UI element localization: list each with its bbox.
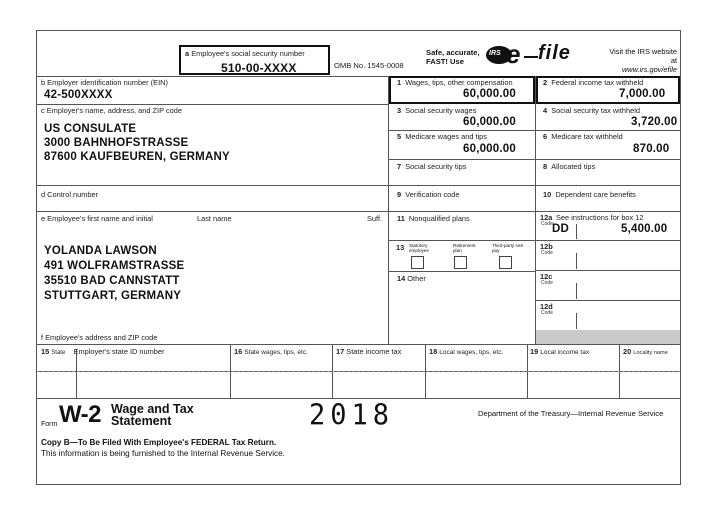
box-12b-num: 12b bbox=[540, 242, 553, 251]
box-7-num: 7 bbox=[397, 162, 402, 171]
box-12a-code: DD bbox=[552, 223, 570, 235]
box-5-num: 5 bbox=[397, 132, 402, 141]
box-15-text: State bbox=[51, 350, 66, 356]
box-2-label bbox=[543, 78, 643, 87]
box-3-label bbox=[397, 106, 476, 115]
box-17-num: 17 bbox=[336, 347, 345, 356]
wage-tax-line2: Statement bbox=[111, 414, 172, 428]
employee-name: YOLANDA LAWSON bbox=[44, 245, 157, 257]
w2-form bbox=[36, 30, 681, 485]
box-12a-value: 5,400.00 bbox=[621, 223, 668, 235]
employer-line3: 87600 KAUFBEUREN, GERMANY bbox=[44, 151, 230, 163]
box-8-num: 8 bbox=[543, 162, 548, 171]
box-12b-code-letters: Code bbox=[541, 250, 553, 256]
box-a-letter: a bbox=[185, 49, 190, 58]
box-10-num: 10 bbox=[543, 190, 552, 199]
box-6-num: 6 bbox=[543, 132, 548, 141]
box-12a-label: See instructions for box 12 bbox=[556, 213, 644, 222]
form-label: Form bbox=[41, 421, 58, 428]
efile-logo bbox=[486, 39, 598, 69]
retirement-label: Retirement plan bbox=[453, 243, 476, 253]
box-14-label bbox=[397, 274, 426, 283]
box-14-text: Other bbox=[407, 274, 426, 283]
box-5-value: 60,000.00 bbox=[463, 143, 516, 155]
box-13 bbox=[388, 240, 535, 271]
box-19-text: Local income tax bbox=[540, 349, 590, 356]
box-2-num: 2 bbox=[543, 78, 548, 87]
box-11-label bbox=[397, 214, 470, 223]
box-10-text: Dependent care benefits bbox=[555, 190, 636, 199]
box-9-label bbox=[397, 190, 459, 199]
box-16-num: 16 bbox=[234, 347, 243, 356]
box-10-label bbox=[543, 190, 636, 199]
box-19-label bbox=[530, 347, 589, 357]
box-18-num: 18 bbox=[429, 347, 438, 356]
employee-line2: 491 WOLFRAMSTRASSE bbox=[44, 260, 185, 272]
box-5-text: Medicare wages and tips bbox=[405, 132, 487, 141]
box-1-label bbox=[397, 78, 513, 87]
box-6-value: 870.00 bbox=[633, 143, 670, 155]
box-18-text: Local wages, tips, etc. bbox=[439, 349, 504, 356]
box-4-label bbox=[543, 106, 640, 115]
box-d-label: d Control number bbox=[41, 190, 99, 199]
box-2-value: 7,000.00 bbox=[619, 88, 666, 100]
efile-site: www.irs.gov/efile bbox=[621, 65, 677, 74]
ssn-value: 510-00-XXXX bbox=[221, 61, 297, 75]
employee-line4: STUTTGART, GERMANY bbox=[44, 290, 182, 302]
box-12d-code-letters: Code bbox=[541, 310, 553, 316]
box-1-num: 1 bbox=[397, 78, 402, 87]
box-4-text: Social security tax withheld bbox=[551, 106, 640, 115]
box-12a-code-letters: Code bbox=[541, 221, 553, 227]
box-9-num: 9 bbox=[397, 190, 402, 199]
box-c-label: c Employer's name, address, and ZIP code bbox=[41, 106, 182, 115]
box-11-num: 11 bbox=[397, 214, 405, 223]
box-a-label: Employee's social security number bbox=[191, 49, 305, 58]
wage-tax-line1: Wage and Tax bbox=[111, 402, 194, 416]
treasury-dept: Department of the Treasury—Internal Revenue Service bbox=[478, 409, 664, 418]
ein-value: 42-500XXXX bbox=[44, 89, 113, 101]
tax-year: 2018 bbox=[309, 399, 395, 432]
copy-b-text: Copy B—To Be Filed With Employee's FEDERAL Tax Return. bbox=[41, 438, 277, 447]
thirdparty-checkbox[interactable] bbox=[499, 256, 512, 269]
box-12c-num: 12c bbox=[540, 272, 553, 281]
box-8-label bbox=[543, 162, 595, 171]
box-14-num: 14 bbox=[397, 274, 406, 283]
box-6-label bbox=[543, 132, 623, 141]
box-12c bbox=[535, 270, 680, 300]
box-13-num: 13 bbox=[396, 243, 405, 252]
box-12d bbox=[535, 300, 680, 330]
box-18-label bbox=[429, 347, 503, 357]
box-1-text: Wages, tips, other compensation bbox=[405, 78, 513, 87]
employer-line2: 3000 BAHNHOFSTRASSE bbox=[44, 137, 189, 149]
box-12d-num: 12d bbox=[540, 302, 553, 311]
box-19-num: 19 bbox=[530, 347, 539, 356]
box-9-text: Verification code bbox=[405, 190, 460, 199]
box-1-value: 60,000.00 bbox=[463, 88, 516, 100]
box-17-text: State income tax bbox=[346, 347, 402, 356]
box-12c-code-letters: Code bbox=[541, 280, 553, 286]
box-2-text: Federal income tax withheld bbox=[551, 78, 644, 87]
box-4-value: 3,720.00 bbox=[631, 116, 678, 128]
box-e-suff: Suff. bbox=[367, 214, 383, 223]
box-20-num: 20 bbox=[623, 347, 632, 356]
efile-irs-text: IRS bbox=[489, 50, 501, 57]
box-16-label bbox=[234, 347, 308, 357]
box-e-last: Last name bbox=[197, 214, 232, 223]
shaded-area bbox=[536, 330, 680, 344]
box-12a bbox=[535, 211, 680, 240]
box-5-label bbox=[397, 132, 487, 141]
irs-info-text: This information is being furnished to the Internal Revenue Service. bbox=[41, 449, 285, 458]
box-15-label bbox=[41, 347, 165, 358]
box-6-text: Medicare tax withheld bbox=[551, 132, 623, 141]
box-7-text: Social security tips bbox=[405, 162, 467, 171]
box-f-label: f Employee's address and ZIP code bbox=[41, 333, 158, 342]
wage-tax-title bbox=[111, 403, 194, 427]
employee-line3: 35510 BAD CANNSTATT bbox=[44, 275, 180, 287]
box-17-label bbox=[336, 347, 401, 356]
box-7-label bbox=[397, 162, 466, 171]
box-4-num: 4 bbox=[543, 106, 548, 115]
efile-visit bbox=[603, 47, 677, 74]
thirdparty-label: Third-party sick pay bbox=[492, 243, 524, 253]
box-20-text: Locality name bbox=[633, 350, 668, 356]
efile-visit-text: Visit the IRS website at bbox=[609, 47, 677, 65]
box-15-num: 15 bbox=[41, 347, 50, 356]
omb-number: OMB No. 1545-0008 bbox=[334, 61, 404, 70]
box-12a-num: 12a bbox=[540, 213, 553, 222]
retirement-checkbox[interactable] bbox=[454, 256, 467, 269]
statutory-checkbox[interactable] bbox=[411, 256, 424, 269]
efile-tagline: Safe, accurate, FAST! Use bbox=[426, 48, 480, 66]
box-3-text: Social security wages bbox=[405, 106, 477, 115]
box-a-ssn bbox=[179, 45, 330, 75]
box-12b bbox=[535, 240, 680, 270]
box-3-value: 60,000.00 bbox=[463, 116, 516, 128]
box-15-id: Employer's state ID number bbox=[73, 347, 165, 356]
efile-file: file bbox=[538, 42, 571, 64]
employer-line1: US CONSULATE bbox=[44, 123, 137, 135]
state-row-divider bbox=[37, 371, 680, 372]
box-11-text: Nonqualified plans bbox=[408, 214, 470, 223]
efile-e: e bbox=[506, 39, 521, 69]
box-b-label: b Employer identification number (EIN) bbox=[41, 78, 168, 87]
box-e-label: e Employee's first name and initial bbox=[41, 214, 153, 223]
statutory-label: Statutory employee bbox=[409, 243, 429, 253]
box-3-num: 3 bbox=[397, 106, 402, 115]
box-8-text: Allocated tips bbox=[551, 162, 596, 171]
box-20-label bbox=[623, 347, 668, 358]
w2-title: W-2 bbox=[59, 401, 102, 428]
box-16-text: State wages, tips, etc. bbox=[244, 349, 308, 356]
